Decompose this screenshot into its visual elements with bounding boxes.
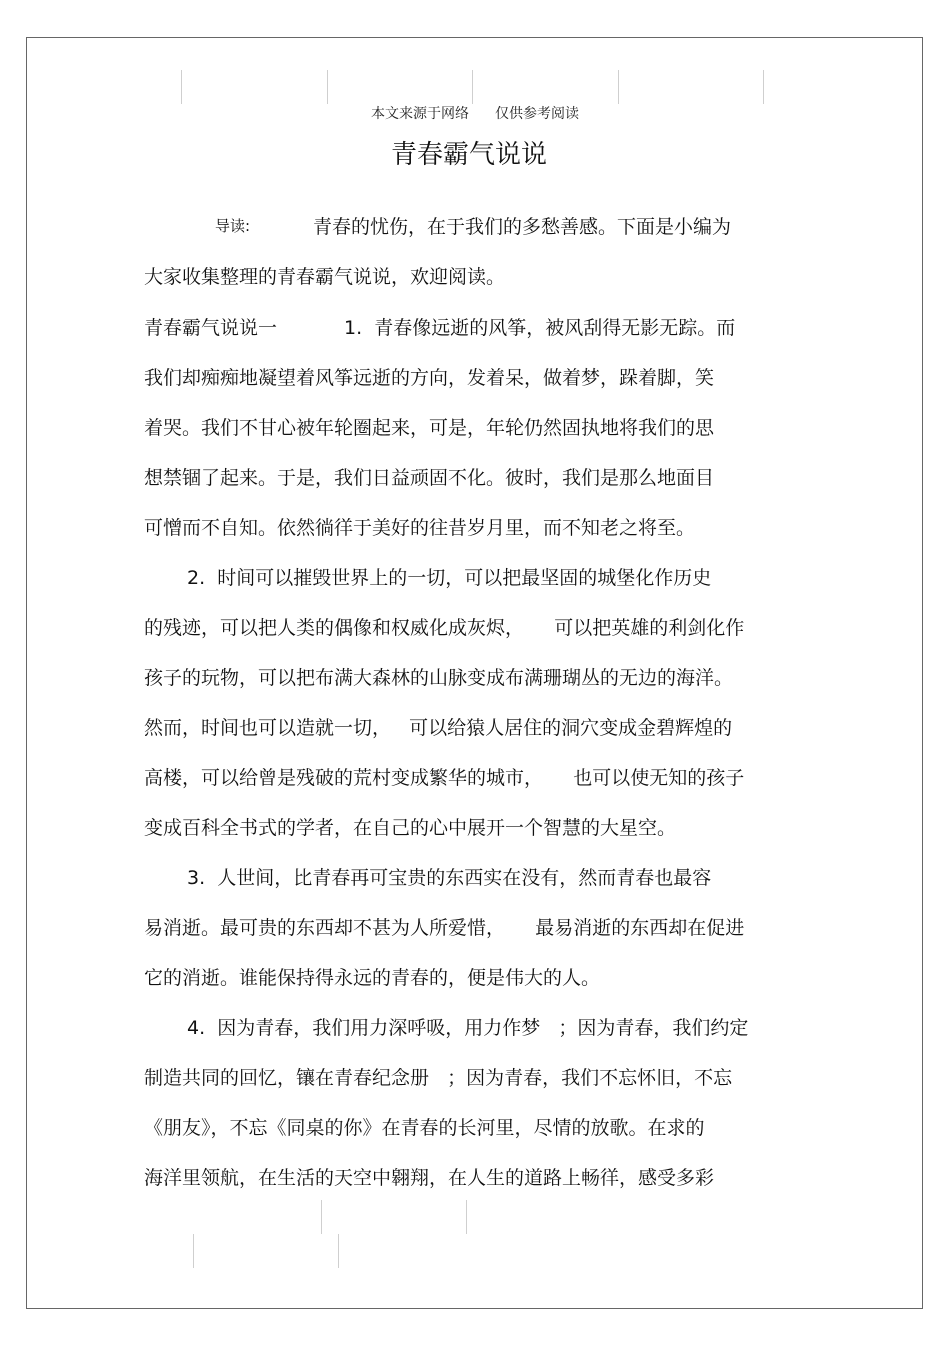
body-line: 的残迹，可以把人类的偶像和权威化成灰烬， 可以把英雄的利剑化作 [144,617,745,639]
body-line: 然而，时间也可以造就一切， 可以给猿人居住的洞穴变成金碧辉煌的 [144,717,733,739]
body-line: 制造共同的回忆，镶在青春纪念册 ；因为青春，我们不忘怀旧，不忘 [144,1067,733,1089]
intro-line: 青春的忧伤，在于我们的多愁善感。下面是小编为 [313,216,732,238]
body-line: 高楼，可以给曾是残破的荒村变成繁华的城市， 也可以使无知的孩子 [144,767,745,789]
crop-mark [472,70,473,104]
crop-mark [618,70,619,104]
crop-mark [763,70,764,104]
intro-line: 大家收集整理的青春霸气说说，欢迎阅读。 [144,266,506,288]
crop-mark [466,1200,467,1234]
body-line: 2. 时间可以摧毁世界上的一切，可以把最坚固的城堡化作历史 [187,567,712,589]
body-line: 可憎而不自知。依然徜徉于美好的往昔岁月里，而不知老之将至。 [144,517,696,539]
crop-mark [327,70,328,104]
crop-mark [181,70,182,104]
body-line: 想禁锢了起来。于是，我们日益顽固不化。彼时，我们是那么地面目 [144,467,715,489]
crop-mark [338,1234,339,1268]
body-line: 海洋里领航，在生活的天空中翱翔，在人生的道路上畅徉，感受多彩 [144,1167,715,1189]
body-line: 4. 因为青春，我们用力深呼吸，用力作梦 ；因为青春，我们约定 [187,1017,749,1039]
crop-mark [321,1200,322,1234]
header-note [0,103,950,123]
body-line: 3. 人世间，比青春再可宝贵的东西实在没有，然而青春也最容 [187,867,712,889]
source-note: 本文来源于网络 [371,106,469,122]
section-heading: 青春霸气说说一 [144,317,278,339]
body-line: 我们却痴痴地凝望着风筝远逝的方向，发着呆，做着梦，跺着脚，笑 [144,367,715,389]
crop-mark [193,1234,194,1268]
body-line: 《朋友》，不忘《同桌的你》在青春的长河里，尽情的放歌。在求的 [144,1117,705,1139]
body-line: 易消逝。最可贵的东西却不甚为人所爱惜， 最易消逝的东西却在促进 [144,917,745,939]
page-title: 青春霸气说说 [390,140,547,170]
intro-label: 导读: [215,217,251,235]
body-line: 变成百科全书式的学者，在自己的心中展开一个智慧的大星空。 [144,817,677,839]
body-line: 1. 青春像远逝的风筝，被风刮得无影无踪。而 [344,317,736,339]
reference-note: 仅供参考阅读 [495,106,579,122]
body-line: 它的消逝。谁能保持得永远的青春的，便是伟大的人。 [144,967,601,989]
body-line: 孩子的玩物，可以把布满大森林的山脉变成布满珊瑚丛的无边的海洋。 [144,667,734,689]
body-line: 着哭。我们不甘心被年轮圈起来，可是，年轮仍然固执地将我们的思 [144,417,715,439]
